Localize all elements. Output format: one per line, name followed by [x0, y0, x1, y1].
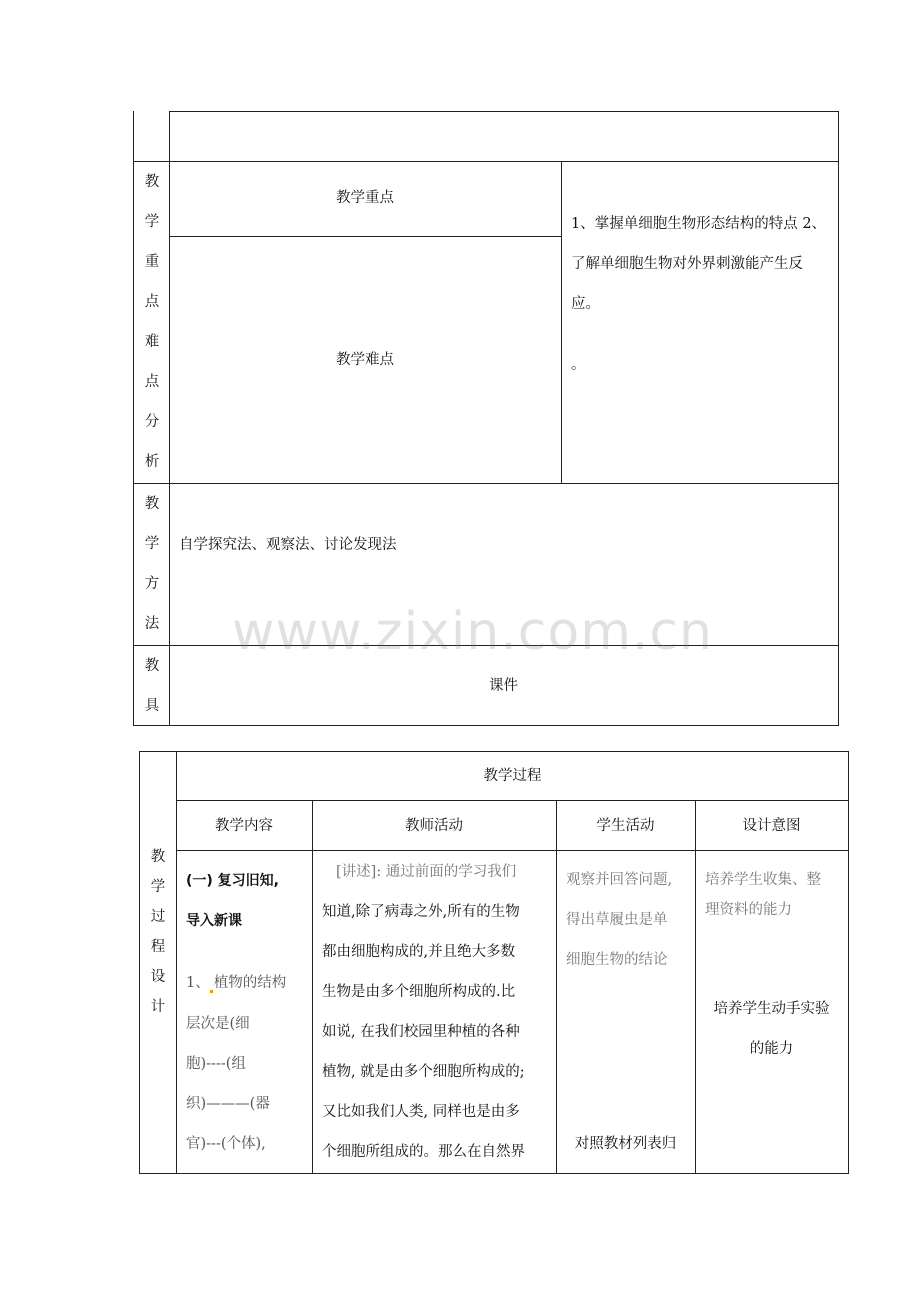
design-line: 理资料的能力: [705, 902, 792, 918]
teacher-line: 生物是由多个细胞所构成的.比: [322, 984, 516, 1000]
content-heading: 导入新课: [186, 913, 242, 929]
design-second-line: 的能力: [749, 1041, 794, 1057]
focus-content-line: 应。: [571, 296, 600, 312]
table-border: [139, 751, 140, 1174]
table-border: [312, 800, 313, 1174]
table-border: [561, 161, 562, 484]
student-line: 细胞生物的结论: [566, 952, 668, 968]
teacher-line: 植物, 就是由多个细胞所构成的;: [322, 1064, 525, 1080]
table-border: [139, 1173, 849, 1174]
table-border: [695, 800, 696, 1174]
header-teacher: 教师活动: [405, 818, 463, 834]
process-title: 教学过程: [483, 768, 542, 784]
methods-section-label: 教 学 方 法: [144, 496, 160, 632]
content-line: 胞)----(组: [186, 1056, 246, 1072]
table-border: [838, 111, 839, 726]
focus-trailing-mark: 。: [571, 357, 586, 373]
difficult-points-label: 教学难点: [336, 352, 394, 368]
student-bottom-line: 对照教材列表归: [574, 1136, 677, 1152]
design-line: 培养学生收集、整: [705, 872, 821, 888]
table-border: [556, 800, 557, 1174]
teacher-line: 知道,除了病毒之外,所有的生物: [322, 904, 520, 920]
table-border: [139, 751, 849, 752]
content-item: 1、 植物的结构: [186, 975, 287, 991]
teacher-line: 都由细胞构成的,并且绝大多数: [322, 944, 516, 960]
table-border: [133, 161, 838, 162]
teacher-line: 如说, 在我们校园里种植的各种: [322, 1024, 520, 1040]
content-line: 层次是(细: [186, 1016, 250, 1032]
tools-content: 课件: [489, 678, 518, 694]
table-border: [133, 725, 838, 726]
student-line: 观察并回答问题,: [566, 872, 673, 888]
table-border: [176, 800, 849, 801]
table-border: [133, 111, 134, 726]
watermark: www.zixin.com.cn: [232, 602, 713, 662]
table-border: [169, 236, 561, 237]
header-content: 教学内容: [215, 818, 273, 834]
content-line: 织)———(器: [186, 1096, 270, 1112]
focus-content-line: 了解单细胞生物对外界刺激能产生反: [571, 256, 803, 272]
table-border: [133, 483, 838, 484]
content-heading: (一) 复习旧知,: [186, 873, 279, 889]
header-student: 学生活动: [596, 818, 655, 834]
table-border: [176, 751, 177, 1174]
marker-dot: [210, 990, 213, 993]
table-border: [848, 751, 849, 1174]
student-line: 得出草履虫是单: [566, 912, 668, 928]
methods-content: 自学探究法、观察法、讨论发现法: [179, 537, 397, 553]
header-design: 设计意图: [742, 818, 801, 834]
teacher-line: [讲述]: 通过前面的学习我们: [336, 864, 517, 880]
teacher-line: 个细胞所组成的。那么在自然界: [322, 1144, 525, 1160]
table-border: [176, 850, 849, 851]
content-line: 官)---(个体),: [186, 1136, 266, 1152]
teacher-line: 又比如我们人类, 同样也是由多: [322, 1104, 520, 1120]
table-border: [169, 111, 838, 112]
process-section-label: 教 学 过 程 设 计: [150, 849, 166, 1015]
focus-content-line: 1、掌握单细胞生物形态结构的特点 2、: [571, 216, 827, 232]
design-second-line: 培养学生动手实验: [713, 1001, 830, 1017]
key-points-label: 教学重点: [336, 190, 394, 206]
focus-section-label: 教 学 重 点 难 点 分 析: [144, 174, 160, 470]
tools-section-label: 教 具: [144, 658, 160, 714]
